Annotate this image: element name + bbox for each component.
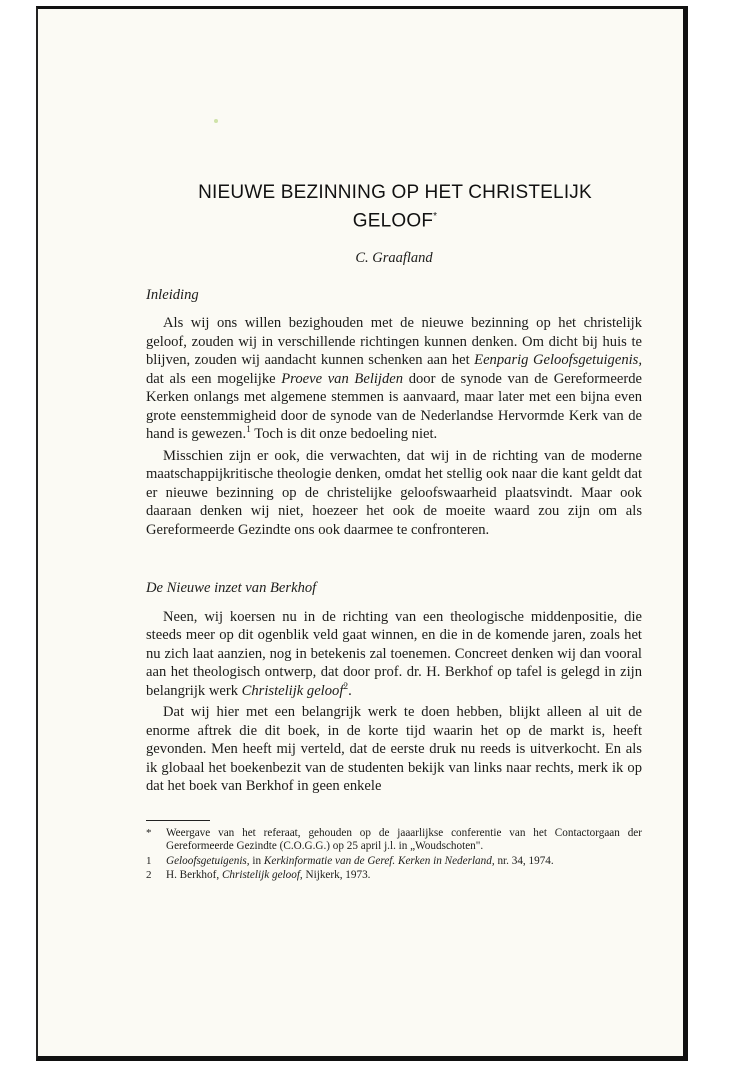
footnote-ref-1[interactable]: 1 bbox=[246, 425, 251, 436]
footnote: 2 H. Berkhof, Christelijk geloof, Nijkerk, 1973. bbox=[146, 869, 371, 882]
footnote: 1 Geloofsgetuigenis, in Kerkinformatie van de Geref. Kerken in Nederland, nr. 34, 1974. bbox=[146, 854, 554, 867]
document-page bbox=[36, 6, 688, 1061]
article-body bbox=[146, 181, 642, 883]
title-footnote-mark: * bbox=[433, 211, 438, 222]
paper-speck bbox=[214, 119, 218, 123]
article-author: C. Graafland bbox=[355, 250, 433, 267]
section-heading-inleiding: Inleiding bbox=[146, 286, 199, 303]
footnote: * Weergave van het referaat, gehouden op de jaaarlijkse conferentie van het Contactorgaan der Gereformeerde Gezindte (C.O.G.G.) op 25 april j.l. in „Woudschoten". bbox=[146, 826, 642, 853]
footnote-ref-2[interactable]: 2 bbox=[343, 681, 349, 692]
paragraph: Dat wij hier met een belangrijk werk te doen hebben, blijkt alleen al uit de enorme aftrek die dit boek, in de korte tijd waarin het op de markt is, heeft gevonden. Men heeft mij verteld, dat de eerste druk nu reeds is uitverkocht. En als ik globaal het boekenbezit van de studenten bekijk van links naar rechts, merk ik op dat het boek van Berkhof in geen enkele bbox=[146, 704, 642, 795]
section-heading-berkhof: De Nieuwe inzet van Berkhof bbox=[146, 580, 317, 597]
paragraph: Misschien zijn er ook, die verwachten, dat wij in de richting van de moderne maatschappijkritische theologie denken, omdat het stellig ook naar die kant geldt dat er nieuwe bezinning op de christelijke geloofswaarheid plaatsvindt. Maar ook daaraan denken wij niet, hoezeer het ook de moeite waard zou zijn om als Gereformeerde Gezindte ons ook daarmee te confronteren. bbox=[146, 447, 642, 538]
article-title: NIEUWE BEZINNING OP HET CHRISTELIJK GELOOF* bbox=[198, 182, 592, 232]
footnote-divider bbox=[146, 820, 210, 821]
paragraph: Neen, wij koersen nu in de richting van een theologische middenpositie, die steeds meer op dit ogenblik veld gaat winnen, en die in de komende jaren, zoals het nu zich laat aanzien, nog in betekenis zal toenemen. Concreet denken wij dan vooral aan het theologisch ontwerp, dat door prof. dr. H. Berkhof op tafel is gelegd in zijn belangrijk werk Christelijk geloof$^2$. bbox=[146, 608, 642, 699]
paragraph: Als wij ons willen bezighouden met de nieuwe bezinning op het christelijk geloof, zouden wij in verschillende richtingen kunnen denken. Om dicht bij huis te blijven, zouden wij aandacht kunnen schenken aan het Eenparig Geloofsgetuigenis, dat als een mogelijke Proeve van Belijden door de synode van de Gereformeerde Kerken onlangs met algemene stemmen is aanvaard, maar later met een bijna even grote eenstemmigheid door de synode van de Nederlandse Hervormde Kerk van de hand is gewezen.$^1$ Toch is dit onze bedoeling niet. bbox=[146, 315, 643, 443]
